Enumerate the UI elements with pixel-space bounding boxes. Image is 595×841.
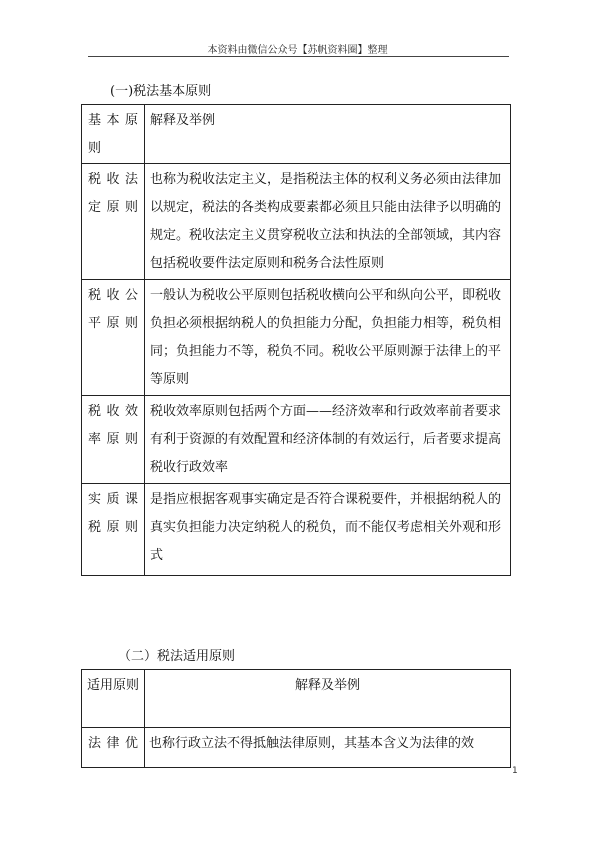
page-header: 本资料由微信公众号【苏帆资料圈】整理 xyxy=(207,45,388,56)
section1-title: (一)税法基本原则 xyxy=(110,84,212,99)
page-number: 1 xyxy=(512,766,518,776)
table-row xyxy=(82,484,511,576)
principle-label: 法律优 xyxy=(82,728,145,768)
header-divider xyxy=(88,56,509,57)
principle-label: 税收法定原则 xyxy=(82,164,145,280)
principle-text: 也称行政立法不得抵触法律原则，其基本含义为法律的效 xyxy=(145,728,511,768)
header-cell-explanation: 解释及举例 xyxy=(145,670,511,728)
principle-label: 税收效率原则 xyxy=(82,396,145,484)
principle-text: 税收效率原则包括两个方面——经济效率和行政效率前者要求有利于资源的有效配置和经济体制的有效运行，后者要求提高税收行政效率 xyxy=(145,396,511,484)
principle-label: 实质课税原则 xyxy=(82,484,145,576)
table-row xyxy=(82,164,511,280)
header-cell-explanation: 解释及举例 xyxy=(145,105,511,164)
basic-principles-table xyxy=(81,104,511,576)
application-principles-table xyxy=(81,669,511,768)
section2-title: （二）税法适用原则 xyxy=(118,649,236,664)
principle-text: 也称为税收法定主义，是指税法主体的权利义务必须由法律加以规定，税法的各类构成要素都必须且只能由法律予以明确的规定。税收法定主义贯穿税收立法和执法的全部领域，其内容包括税收要件法定原则和税务合法性原则 xyxy=(145,164,511,280)
table-row xyxy=(82,396,511,484)
principle-label: 税收公平原则 xyxy=(82,280,145,396)
principle-text: 一般认为税收公平原则包括税收横向公平和纵向公平，即税收负担必须根据纳税人的负担能力分配，负担能力相等，税负相同；负担能力不等，税负不同。税收公平原则源于法律上的平等原则 xyxy=(145,280,511,396)
principle-text: 是指应根据客观事实确定是否符合课税要件，并根据纳税人的真实负担能力决定纳税人的税负，而不能仅考虑相关外观和形式 xyxy=(145,484,511,576)
table-row xyxy=(82,728,511,768)
table-header-row xyxy=(82,105,511,164)
header-cell-principle: 基本原则 xyxy=(82,105,145,164)
header-cell-principle: 适用原则 xyxy=(82,670,145,728)
table-row xyxy=(82,280,511,396)
table-header-row xyxy=(82,670,511,728)
